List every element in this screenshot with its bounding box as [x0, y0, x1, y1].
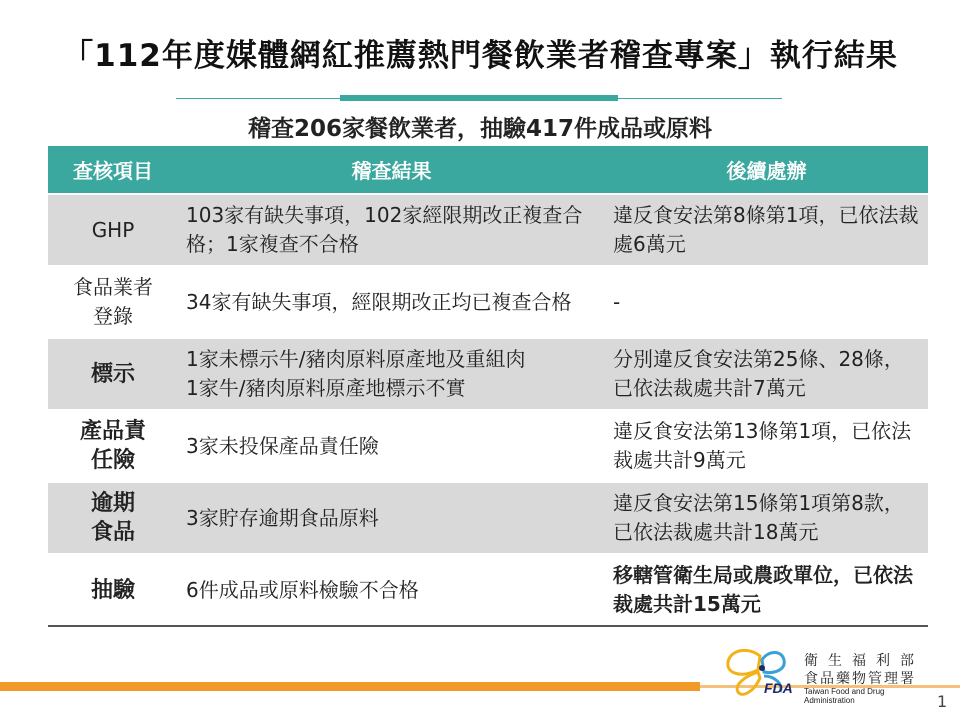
table-header-row	[48, 146, 928, 194]
table-row	[48, 554, 928, 626]
table-row	[48, 338, 928, 410]
table-row	[48, 194, 928, 266]
results-table	[48, 146, 928, 627]
row-action: 違反食安法第8條第1項，已依法裁處6萬元	[605, 194, 928, 266]
row-result: 6件成品或原料檢驗不合格	[178, 554, 605, 626]
row-item: GHP	[48, 194, 178, 266]
page-number: 1	[937, 692, 948, 711]
header-inspection-result: 稽查結果	[178, 146, 605, 194]
logo-agency: 食品藥物管理署	[804, 671, 916, 687]
row-action: 違反食安法第15條第1項第8款，已依法裁處共計18萬元	[605, 482, 928, 554]
fda-logo	[724, 646, 934, 705]
row-item: 逾期食品	[48, 482, 178, 554]
row-item: 食品業者登錄	[48, 266, 178, 338]
row-action: 移轄管衛生局或農政單位，已依法裁處共計15萬元	[605, 554, 928, 626]
page-title: 「112年度媒體網紅推薦熱門餐飲業者稽查專案」執行結果	[62, 38, 898, 74]
header-check-item: 查核項目	[48, 146, 178, 194]
row-result: 3家貯存逾期食品原料	[178, 482, 605, 554]
row-action: 分別違反食安法第25條、28條，已依法裁處共計7萬元	[605, 338, 928, 410]
row-result: 34家有缺失事項，經限期改正均已複查合格	[178, 266, 605, 338]
table-row	[48, 482, 928, 554]
logo-ministry: 衛生福利部	[804, 653, 924, 669]
footer-bar	[0, 682, 700, 691]
row-item: 抽驗	[48, 554, 178, 626]
header-follow-up: 後續處辦	[605, 146, 928, 194]
row-result: 1家未標示牛/豬肉原料原產地及重組肉 1家牛/豬肉原料原產地標示不實	[178, 338, 605, 410]
logo-english: Taiwan Food and Drug Administration	[804, 687, 885, 705]
row-action: -	[605, 266, 928, 338]
row-action: 違反食安法第13條第1項，已依法裁處共計9萬元	[605, 410, 928, 482]
row-item: 產品責任險	[48, 410, 178, 482]
row-result: 3家未投保產品責任險	[178, 410, 605, 482]
title-divider-accent	[340, 95, 618, 101]
table-row	[48, 266, 928, 338]
page-subtitle: 稽查206家餐飲業者，抽驗417件成品或原料	[247, 116, 713, 142]
row-item: 標示	[48, 338, 178, 410]
table-row	[48, 410, 928, 482]
row-result: 103家有缺失事項，102家經限期改正複查合格；1家複查不合格	[178, 194, 605, 266]
fda-abbr: FDA	[764, 680, 793, 696]
